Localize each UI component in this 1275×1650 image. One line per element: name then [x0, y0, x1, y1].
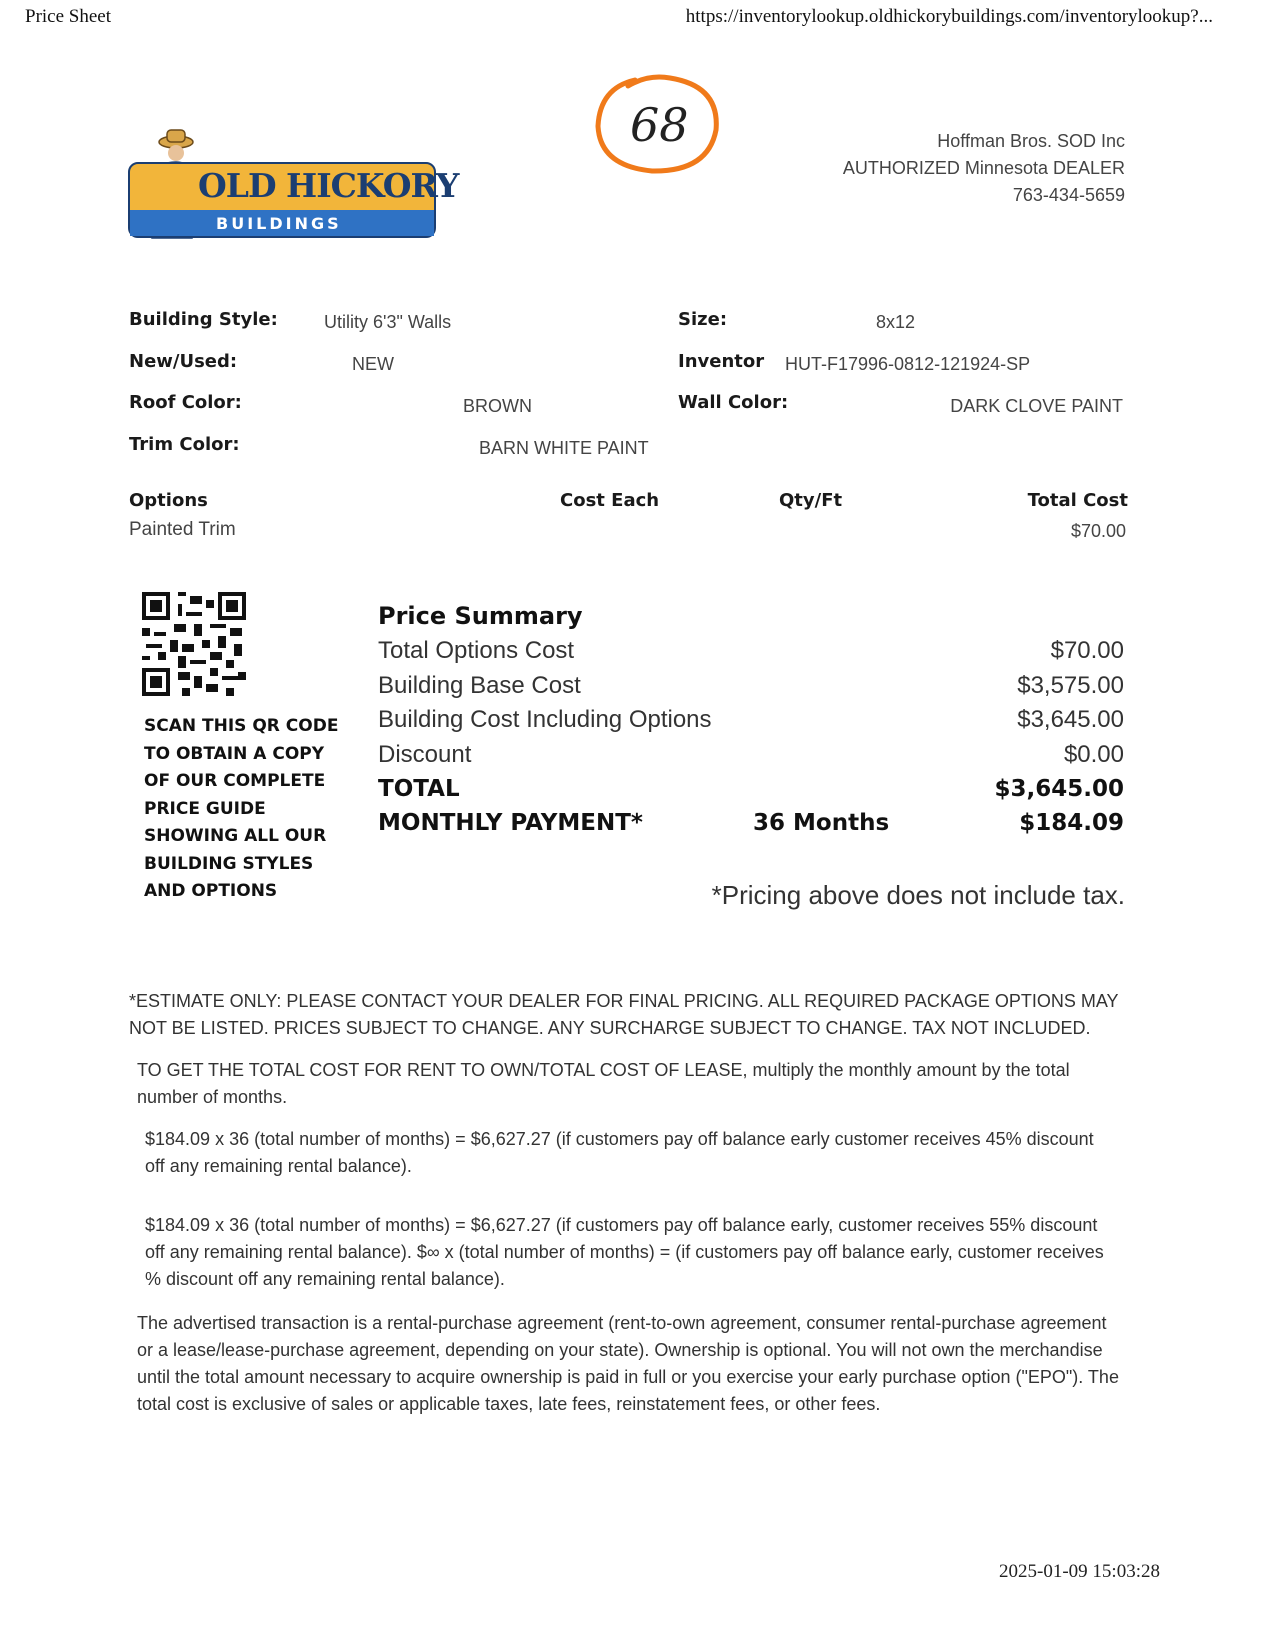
old-hickory-logo: [128, 126, 459, 238]
logo-text: OLD HICKORY: [198, 166, 459, 205]
qr-code-icon: [142, 592, 246, 696]
wall-color-value: DARK CLOVE PAINT: [950, 396, 1123, 416]
dealer-name: Hoffman Bros. SOD Inc: [937, 131, 1125, 151]
options-header: Options: [129, 490, 208, 511]
handwritten-number: 68: [630, 98, 689, 152]
option-name: Painted Trim: [129, 519, 236, 540]
trim-color-label: Trim Color:: [129, 434, 240, 455]
print-header-title: Price Sheet: [25, 6, 112, 27]
trim-color-value: BARN WHITE PAINT: [479, 438, 649, 458]
discount-amount: $0.00: [1063, 741, 1124, 768]
handwritten-number-annotation: [590, 68, 730, 178]
building-style-label: Building Style:: [129, 309, 278, 330]
dealer-info: [843, 128, 1125, 209]
total-row: [378, 776, 1124, 810]
logo-subtext: BUILDINGS: [216, 214, 342, 233]
size-value: 8x12: [876, 312, 916, 332]
dealer-phone: 763-434-5659: [1012, 185, 1125, 205]
monthly-payment-row: [378, 810, 1124, 844]
tax-note: *Pricing above does not include tax.: [711, 880, 1125, 910]
base-cost-amount: $3,575.00: [1017, 672, 1124, 699]
total-options-label: Total Options Cost: [378, 637, 575, 664]
rent-to-own-instructions: TO GET THE TOTAL COST FOR RENT TO OWN/TOTAL COST OF LEASE, multiply the monthly amount by the total number of months.: [137, 1060, 1070, 1107]
dealer-authorized: AUTHORIZED Minnesota DEALER: [842, 158, 1125, 178]
total-cost-header: Total Cost: [1027, 490, 1128, 511]
roof-color-label: Roof Color:: [129, 392, 242, 413]
payment-calculation-2: $184.09 x 36 (total number of months) = $6,627.27 (if customers pay off balance early, customer receives 55% discount off any remaining rental balance). $∞ x (total number of months) = (if customers pay off balance early, customer receives % discount off any remaining rental balance).: [145, 1215, 1104, 1289]
base-cost-row: [378, 672, 1124, 706]
qr-instructions: SCAN THIS QR CODE TO OBTAIN A COPY OF OUR COMPLETE PRICE GUIDE SHOWING ALL OUR BUILDING STYLES AND OPTIONS: [144, 716, 339, 901]
monthly-payment-amount: $184.09: [1019, 810, 1124, 836]
new-used-value: NEW: [352, 354, 394, 374]
size-label: Size:: [678, 309, 728, 330]
print-header-url: https://inventorylookup.oldhickorybuildings.com/inventorylookup?...: [685, 6, 1213, 27]
logo-badge: [128, 162, 459, 238]
payment-calculation-1: $184.09 x 36 (total number of months) = $6,627.27 (if customers pay off balance early customer receives 45% discount off any remaining rental balance).: [145, 1129, 1094, 1176]
roof-color-value: BROWN: [463, 396, 532, 416]
total-options-amount: $70.00: [1050, 637, 1124, 664]
print-timestamp: 2025-01-09 15:03:28: [999, 1561, 1160, 1582]
estimate-disclaimer: *ESTIMATE ONLY: PLEASE CONTACT YOUR DEALER FOR FINAL PRICING. ALL REQUIRED PACKAGE OPTIONS MAY NOT BE LISTED. PRICES SUBJECT TO CHANGE. ANY SURCHARGE SUBJECT TO CHANGE. TAX NOT INCLUDED.: [129, 991, 1119, 1038]
option-total: $70.00: [1070, 521, 1126, 541]
rental-purchase-disclosure: The advertised transaction is a rental-purchase agreement (rent-to-own agreement, consumer rental-purchase agreement or a lease/lease-purchase agreement, depending on your state). Ownership is optional. You will not own the merchandise until the total amount necessary to acquire ownership is paid in full or you exercise your early purchase option ("EPO"). The total cost is exclusive of sales or applicable taxes, late fees, reinstatement fees, or other fees.: [137, 1313, 1119, 1414]
discount-row: [378, 741, 1124, 775]
monthly-term: 36 Months: [753, 810, 890, 836]
inventory-value: HUT-F17996-0812-121924-SP: [785, 354, 1031, 374]
new-used-label: New/Used:: [129, 351, 238, 372]
building-style-value: Utility 6'3" Walls: [324, 312, 452, 332]
inventory-label: Inventor: [678, 351, 765, 372]
cost-including-options-row: [378, 706, 1124, 740]
qty-header: Qty/Ft: [779, 490, 843, 511]
total-label: TOTAL: [378, 776, 460, 802]
total-options-row: [378, 637, 1124, 671]
cost-including-options-label: Building Cost Including Options: [378, 706, 712, 733]
base-cost-label: Building Base Cost: [378, 672, 581, 699]
price-summary-title: Price Summary: [378, 602, 583, 630]
total-amount: $3,645.00: [994, 776, 1124, 802]
cost-including-options-amount: $3,645.00: [1017, 706, 1124, 733]
cost-each-header: Cost Each: [560, 490, 660, 511]
discount-label: Discount: [378, 741, 472, 768]
monthly-payment-label: MONTHLY PAYMENT*: [378, 810, 643, 836]
wall-color-label: Wall Color:: [678, 392, 789, 413]
